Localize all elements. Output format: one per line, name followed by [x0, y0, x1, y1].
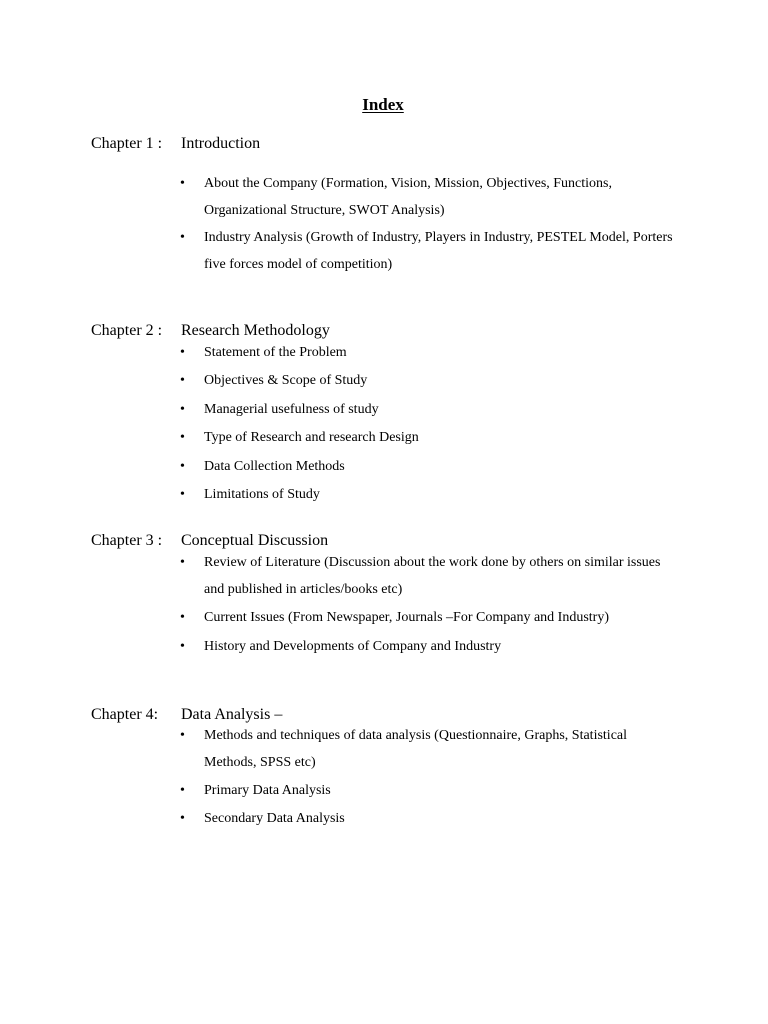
bullet-icon: • — [180, 728, 185, 743]
bullet-icon: • — [180, 230, 185, 245]
chapter-title: Research Methodology — [181, 322, 330, 339]
bullet-icon: • — [180, 610, 185, 625]
list-item: • Industry Analysis (Growth of Industry, Players in Industry, PESTEL Model, Porters five forces model of competition) — [0, 224, 768, 278]
list-item: • Current Issues (From Newspaper, Journals –For Company and Industry) — [0, 604, 768, 631]
bullet-icon: • — [180, 487, 185, 503]
list-item: • Primary Data Analysis — [0, 777, 768, 804]
bullet-icon: • — [180, 811, 185, 826]
list-item: • Secondary Data Analysis — [0, 805, 768, 832]
chapter-label: Chapter 1 : — [91, 135, 163, 152]
list-item: • Objectives & Scope of Study — [0, 367, 768, 395]
list-item: • Managerial usefulness of study — [0, 396, 768, 424]
bullet-icon: • — [180, 430, 185, 446]
list-item: • History and Developments of Company and Industry — [0, 633, 768, 660]
list-item: • Data Collection Methods — [0, 453, 768, 481]
bullet-icon: • — [180, 783, 185, 798]
bullet-icon: • — [180, 458, 185, 474]
chapter-3-list — [0, 549, 768, 660]
list-item: • Type of Research and research Design — [0, 424, 768, 452]
bullet-icon: • — [180, 639, 185, 654]
bullet-icon: • — [180, 345, 185, 360]
bullet-icon: • — [180, 401, 185, 417]
list-item: • Methods and techniques of data analysis (Questionnaire, Graphs, Statistical Methods, SPSS etc) — [0, 722, 768, 776]
chapter-4-list — [0, 722, 768, 832]
chapter-label: Chapter 3 : — [91, 532, 163, 549]
list-item: • Review of Literature (Discussion about the work done by others on similar issues and published in articles/books etc) — [0, 549, 768, 603]
bullet-icon: • — [180, 555, 185, 570]
list-item: • About the Company (Formation, Vision, Mission, Objectives, Functions, Organizational Structure, SWOT Analysis) — [0, 170, 768, 224]
chapter-1-list — [0, 170, 768, 278]
page-title: Index — [362, 95, 404, 114]
chapter-title: Conceptual Discussion — [181, 532, 329, 549]
chapter-label: Chapter 2 : — [91, 322, 163, 339]
chapter-title: Introduction — [181, 135, 261, 152]
list-item: • Limitations of Study — [0, 481, 768, 509]
chapter-label: Chapter 4: — [91, 706, 159, 723]
chapter-2-list — [0, 339, 768, 509]
list-item: • Statement of the Problem — [0, 339, 768, 367]
chapter-title: Data Analysis – — [181, 706, 283, 723]
bullet-icon: • — [180, 373, 185, 389]
bullet-icon: • — [180, 176, 185, 191]
